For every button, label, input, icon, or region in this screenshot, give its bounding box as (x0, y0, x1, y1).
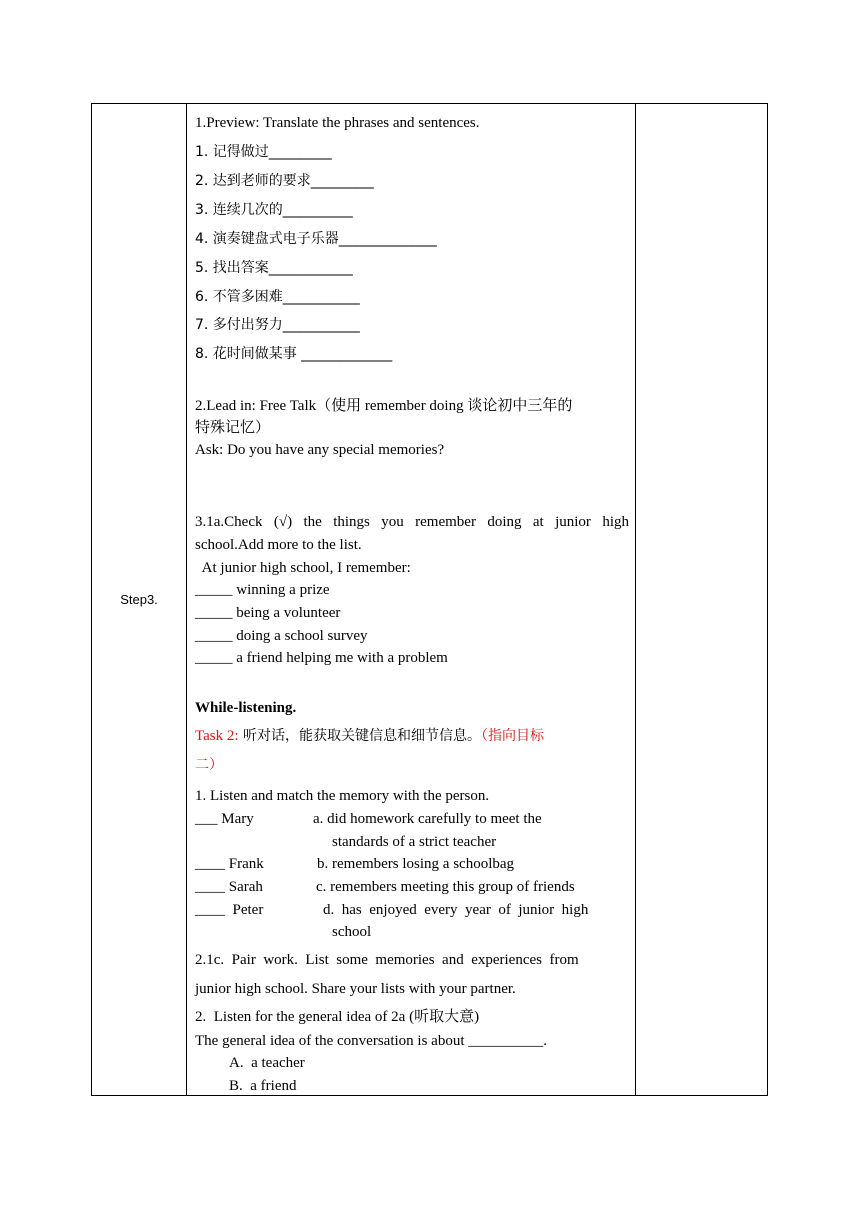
match-name: ____ Peter (195, 902, 264, 918)
match-answer: school (332, 924, 372, 940)
preview-item: 7. 多付出努力___________ (195, 317, 360, 333)
lead-in-ask: Ask: Do you have any special memories? (195, 442, 445, 458)
pair-work-line: 2.1c. Pair work. List some memories and experiences from (195, 952, 579, 968)
column-divider-1 (186, 104, 187, 1095)
check-intro: At junior high school, I remember: (195, 560, 411, 576)
step-cell (92, 104, 186, 1095)
preview-item: 3. 连续几次的__________ (195, 202, 353, 218)
match-answer: a. did homework carefully to meet the (313, 811, 542, 827)
column-divider-2 (635, 104, 636, 1095)
match-name: ____ Sarah (195, 879, 263, 895)
general-idea-question: The general idea of the conversation is about __________. (195, 1033, 547, 1049)
preview-item: 2. 达到老师的要求_________ (195, 173, 374, 189)
match-answer: b. remembers losing a schoolbag (317, 856, 515, 872)
general-idea-heading: 2. Listen for the general idea of 2a (听取大意) (195, 1009, 480, 1025)
check-item: _____ being a volunteer (195, 605, 341, 621)
lead-in-line: 特殊记忆） (195, 420, 271, 436)
task-label: Task 2: (195, 728, 239, 744)
preview-item: 4. 演奏键盘式电子乐器______________ (195, 231, 437, 247)
preview-heading: 1.Preview: Translate the phrases and sentences. (195, 115, 480, 131)
match-answer: d. has enjoyed every year of junior high (323, 902, 589, 918)
check-line: school.Add more to the list. (195, 537, 362, 553)
task-line (195, 727, 544, 745)
match-name: ___ Mary (195, 811, 254, 827)
match-answer: c. remembers meeting this group of friends (316, 879, 575, 895)
match-name: ____ Frank (195, 856, 264, 872)
check-item: _____ doing a school survey (195, 628, 368, 644)
preview-item: 5. 找出答案____________ (195, 260, 353, 276)
preview-item: 1. 记得做过_________ (195, 144, 332, 160)
task-text: 听对话，能获取关键信息和细节信息。 (238, 728, 481, 744)
check-item: _____ a friend helping me with a problem (195, 650, 448, 666)
lesson-table (91, 103, 768, 1096)
check-item: _____ winning a prize (195, 582, 330, 598)
match-answer: standards of a strict teacher (332, 834, 497, 850)
task-goal: （指向目标 (480, 728, 544, 744)
task-goal-continued: 二） (195, 757, 223, 773)
lead-in-line: 2.Lead in: Free Talk（使用 remember doing 谈论初中三年的 (195, 398, 573, 414)
listen-match-instruction: 1. Listen and match the memory with the person. (195, 788, 490, 804)
step-label: Step3. (120, 592, 158, 607)
preview-item: 6. 不管多困难___________ (195, 289, 360, 305)
option-a: A. a teacher (229, 1055, 305, 1071)
while-listening-heading: While-listening. (195, 700, 297, 716)
check-line: 3.1a.Check (√) the things you remember doing at junior high (195, 514, 629, 530)
preview-item: 8. 花时间做某事 _____________ (195, 346, 393, 362)
pair-work-line: junior high school. Share your lists with your partner. (195, 981, 516, 997)
option-b: B. a friend (229, 1078, 297, 1094)
